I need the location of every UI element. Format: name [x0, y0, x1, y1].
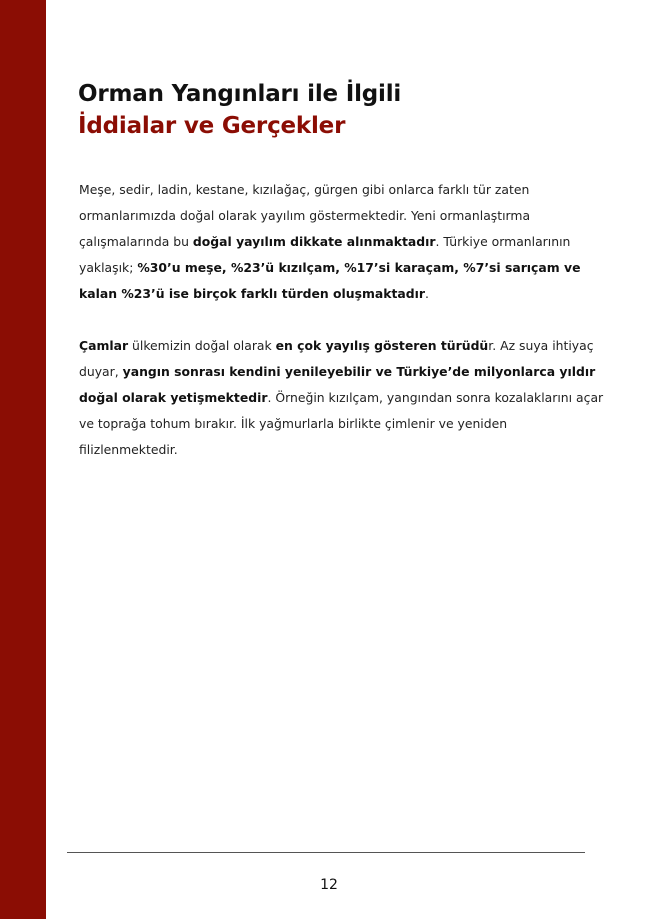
emphasis-run: %30’u meşe, %23’ü kızılçam, %17’si karaçam, %7’si sarıçam ve kalan %23’ü ise birçok farklı türden oluşmaktadır	[79, 260, 581, 301]
emphasis-run: yangın sonrası kendini yenileyebilir ve Türkiye’de milyonlarca yıldır doğal olarak yetişmektedir	[79, 364, 596, 405]
text-run: r. Az suya ihtiyaç duyar,	[79, 338, 594, 379]
text-run: ülkemizin doğal olarak	[128, 338, 276, 353]
footer-divider	[67, 852, 585, 853]
side-accent-bar	[0, 0, 46, 919]
emphasis-run: en çok yayılış gösteren türüdü	[275, 338, 489, 353]
page-title	[78, 78, 401, 142]
paragraph-2	[79, 333, 609, 463]
body-text	[79, 177, 609, 489]
paragraph-1	[79, 177, 609, 307]
text-run: .	[424, 286, 429, 301]
emphasis-run: Çamlar	[79, 338, 129, 353]
page-number: 12	[320, 877, 338, 893]
text-run: . Türkiye ormanlarının yaklaşık;	[79, 234, 571, 275]
title-line-1: Orman Yangınları ile İlgili	[78, 81, 402, 107]
title-line-2: İddialar ve Gerçekler	[78, 113, 346, 139]
emphasis-run: doğal yayılım dikkate alınmaktadır	[192, 234, 436, 249]
text-run: . Örneğin kızılçam, yangından sonra kozalaklarını açar ve toprağa tohum bırakır. İlk yağmurlarla birlikte çimlenir ve yeniden filizlenmektedir.	[79, 390, 604, 457]
text-run: Meşe, sedir, ladin, kestane, kızılağaç, gürgen gibi onlarca farklı tür zaten ormanlarımızda doğal olarak yayılım göstermektedir. Yeni ormanlaştırma çalışmalarında bu	[79, 182, 531, 249]
